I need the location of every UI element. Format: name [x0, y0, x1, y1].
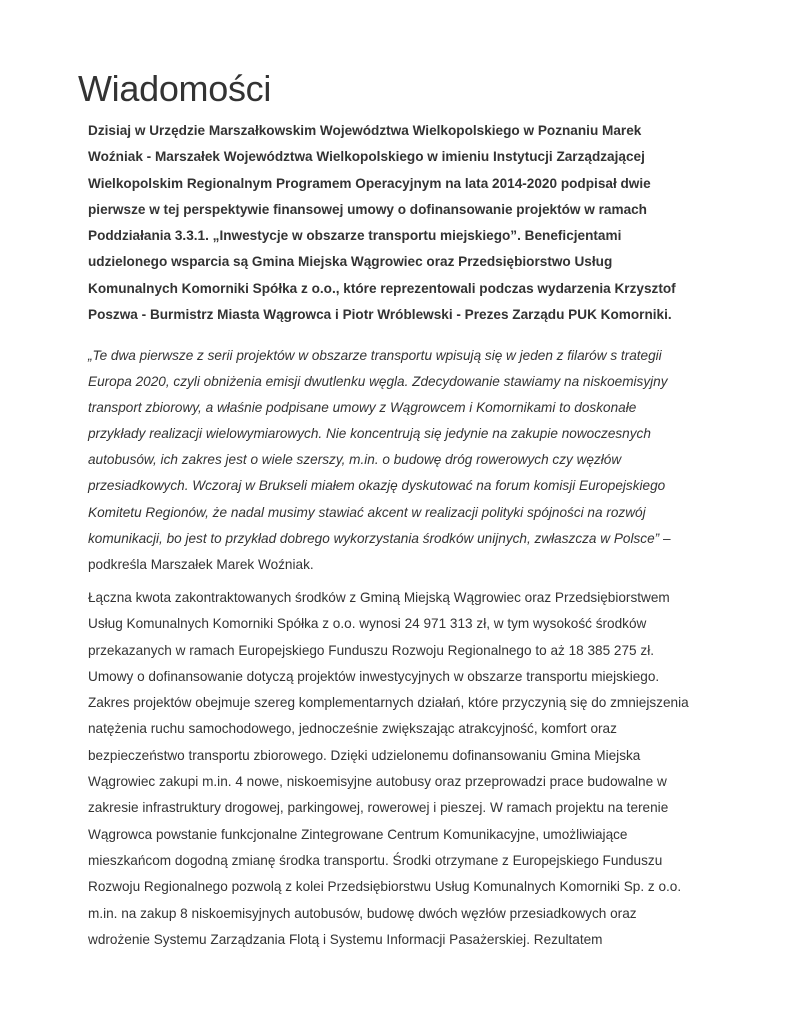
quote-line: autobusów, ich zakres jest o wiele szerszy, m.in. o budowę dróg rowerowych czy węzłów [88, 452, 622, 468]
body-line: Rozwoju Regionalnego pozwolą z kolei Przedsiębiorstwu Usług Komunalnych Komorniki Sp. z o.o. [88, 879, 682, 895]
body-line: przekazanych w ramach Europejskiego Funduszu Rozwoju Regionalnego to aż 18 385 275 zł. [88, 642, 654, 658]
lead-line: pierwsze w tej perspektywie finansowej umowy o dofinansowanie projektów w ramach [88, 201, 647, 217]
lead-line: Dzisiaj w Urzędzie Marszałkowskim Województwa Wielkopolskiego w Poznaniu Marek [88, 123, 642, 138]
body-line: Wągrowiec zakupi m.in. 4 nowe, niskoemisyjne autobusy oraz przeprowadzi prace budowalne w [88, 774, 667, 790]
body-paragraph [88, 585, 728, 953]
quote-line: „Te dwa pierwsze z serii projektów w obszarze transportu wpisują się w jeden z filarów s trategii [88, 348, 662, 363]
body-line: Usług Komunalnych Komorniki Spółka z o.o. wynosi 24 971 313 zł, w tym wysokość środków [88, 616, 647, 632]
body-line: m.in. na zakup 8 niskoemisyjnych autobusów, budowę dwóch węzłów przesiadkowych oraz [88, 905, 637, 921]
body-line: bezpieczeństwo transportu zbiorowego. Dzięki udzielonemu dofinansowaniu Gmina Miejska [88, 747, 641, 763]
quote-line: Komitetu Regionów, że nadal musimy stawiać akcent w realizacji polityki spójności na rozwój [88, 504, 646, 520]
body-line: wdrożenie Systemu Zarządzania Flotą i Systemu Informacji Pasażerskiej. Rezultatem [88, 931, 603, 947]
quote-attribution: podkreśla Marszałek Marek Woźniak. [88, 556, 314, 572]
quote-line: Europa 2020, czyli obniżenia emisji dwutlenku węgla. Zdecydowanie stawiamy na niskoemisyjny [88, 374, 668, 390]
lead-line: udzielonego wsparcia są Gmina Miejska Wągrowiec oraz Przedsiębiorstwo Usług [88, 254, 613, 270]
quote-last-line [88, 526, 728, 552]
lead-line: Wielkopolskim Regionalnym Programem Operacyjnym na lata 2014-2020 podpisał dwie [88, 175, 651, 191]
body-line: zakresie infrastruktury drogowej, parkingowej, rowerowej i pieszej. W ramach projektu na terenie [88, 800, 669, 816]
quote-line: komunikacji, bo jest to przykład dobrego wykorzystania środków unijnych, zwłaszcza w Polsce” [88, 530, 660, 546]
quote-paragraph [88, 343, 728, 578]
lead-paragraph [88, 118, 728, 328]
page-title: Wiadomości [78, 68, 272, 109]
lead-line: Woźniak - Marszałek Województwa Wielkopolskiego w imieniu Instytucji Zarządzającej [88, 149, 645, 165]
body-line: Wągrowca powstanie funkcjonalne Zintegrowane Centrum Komunikacyjne, umożliwiające [88, 826, 628, 842]
lead-line: Komunalnych Komorniki Spółka z o.o., które reprezentowali podczas wydarzenia Krzysztof [88, 280, 676, 296]
quote-line: transport zbiorowy, a właśnie podpisane umowy z Wągrowcem i Komornikami to doskonałe [88, 400, 637, 416]
body-line: Umowy o dofinansowanie dotyczą projektów inwestycyjnych w obszarze transportu miejskiego. [88, 668, 660, 684]
body-line: natężenia ruchu samochodowego, jednocześnie zwiększając atrakcyjność, komfort oraz [88, 721, 617, 737]
quote-dash: – [659, 530, 671, 546]
body-line: mieszkańcom dogodną zmianę środka transportu. Środki otrzymane z Europejskiego Funduszu [88, 852, 663, 868]
lead-line: Poszwa - Burmistrz Miasta Wągrowca i Piotr Wróblewski - Prezes Zarządu PUK Komorniki. [88, 307, 672, 323]
body-line: Zakres projektów obejmuje szereg komplementarnych działań, które przyczynią się do zmniejszenia [88, 695, 689, 711]
quote-line: przesiadkowych. Wczoraj w Brukseli miałem okazję dyskutować na forum komisji Europejskiego [88, 478, 666, 494]
lead-line: Poddziałania 3.3.1. „Inwestycje w obszarze transportu miejskiego”. Beneficjentami [88, 228, 622, 244]
quote-line: przykłady realizacji wielowymiarowych. Nie koncentrują się jedynie na zakupie nowoczesnych [88, 426, 651, 442]
body-line: Łączna kwota zakontraktowanych środków z Gminą Miejską Wągrowiec oraz Przedsiębiorstwem [88, 590, 670, 605]
